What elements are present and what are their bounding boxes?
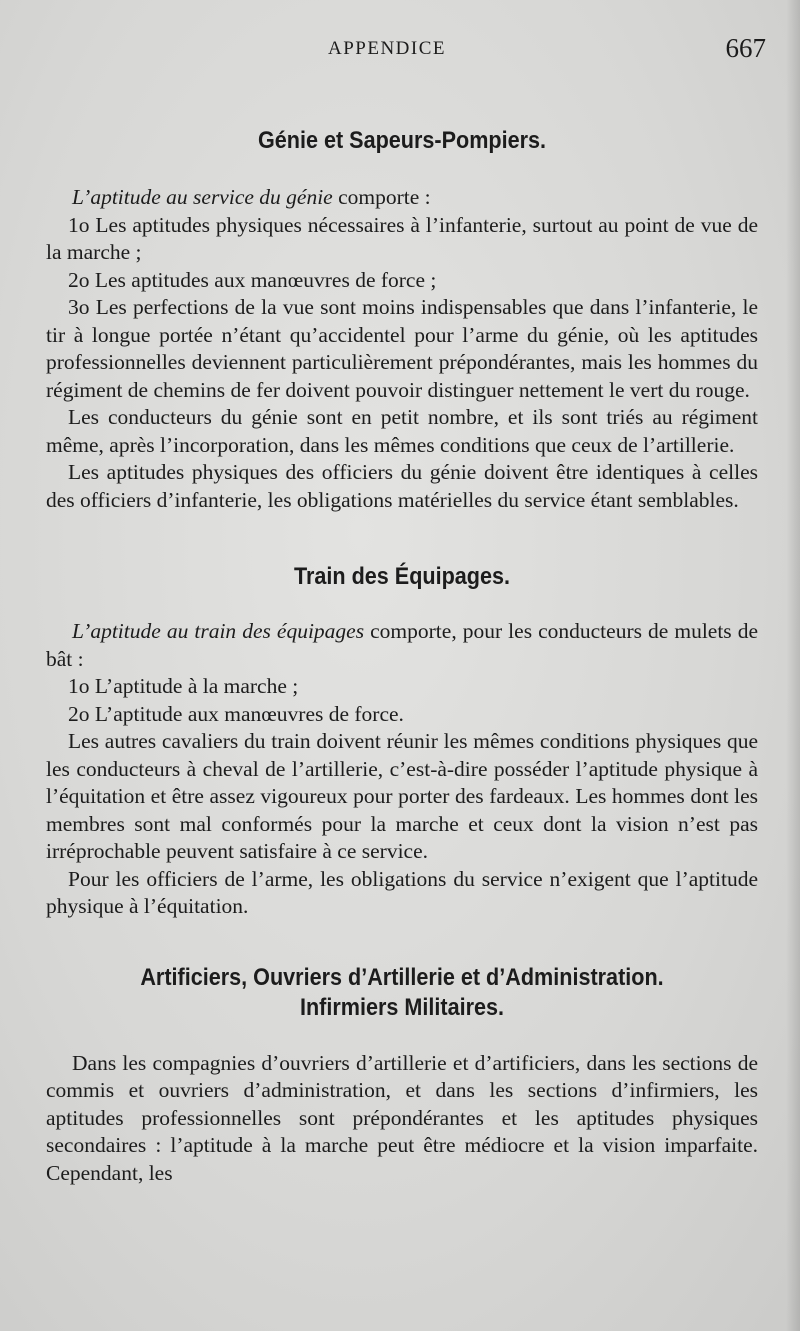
paragraph: Dans les compagnies d’ouvriers d’artillerie et d’artificiers, dans les sections de commis et ouvriers d’administration, et dans les sections d’infirmiers, les aptitudes professionnelles sont prépondérantes et les aptitudes physiques secondaires : l’aptitude à la marche peut être médiocre et la vision imparfaite. Cependant, les [46, 1050, 758, 1185]
paragraph: 1o L’aptitude à la marche ; [68, 674, 299, 698]
paragraph: Les autres cavaliers du train doivent réunir les mêmes conditions physiques que les conducteurs à cheval de l’artillerie, c’est-à-dire posséder l’aptitude physique à l’équitation et être assez vigoureux pour porter des fardeaux. Les hommes dont les membres sont mal conformés pour la marche et ceux dont la vision n’est pas irréprochable peuvent satisfaire à ce service. [46, 729, 758, 863]
section-body-train [46, 618, 758, 921]
paragraph: 1o Les aptitudes physiques nécessaires à l’infanterie, surtout au point de vue de la marche ; [46, 212, 758, 264]
heading-line-1: Artificiers, Ouvriers d’Artillerie et d’Administration. [140, 963, 664, 991]
section-body-genie [46, 184, 758, 514]
paragraph: Pour les officiers de l’arme, les obligations du service n’exigent que l’aptitude physique à l’équitation. [46, 866, 758, 918]
section-intro-paragraph [46, 618, 758, 673]
intro-italic-phrase: L’aptitude au train des équipages [72, 619, 365, 643]
paragraph: 2o L’aptitude aux manœuvres de force. [68, 701, 404, 726]
running-header [46, 0, 766, 86]
paragraph: 2o Les aptitudes aux manœuvres de force ; [68, 267, 437, 292]
intro-rest-text: comporte, pour les conducteurs de mulets de bât : [46, 619, 759, 671]
paragraph: Les conducteurs du génie sont en petit nombre, et ils sont triés au régiment même, après l’incorporation, dans les mêmes conditions que ceux de l’artillerie. [46, 405, 758, 457]
section-intro-paragraph [46, 184, 758, 212]
intro-italic-phrase: L’aptitude au service du génie [72, 185, 333, 209]
section-heading-genie: Génie et Sapeurs-Pompiers. [257, 127, 547, 154]
intro-rest-text: comporte : [332, 185, 431, 209]
section-body-artificiers [46, 1050, 758, 1188]
running-header-title: APPENDICE [328, 38, 447, 59]
heading-line-2: Infirmiers Militaires. [299, 993, 505, 1021]
page-edge-shadow [786, 0, 800, 1331]
section-heading-artificiers [82, 963, 723, 1023]
paragraph: Les aptitudes physiques des officiers du génie doivent être identiques à celles des officiers d’infanterie, les obligations matérielles du service étant semblables. [46, 460, 758, 512]
page-number: 667 [725, 33, 766, 63]
paragraph: 3o Les perfections de la vue sont moins indispensables que dans l’infanterie, le tir à longue portée n’étant qu’accidentel pour l’arme du génie, où les aptitudes professionnelles deviennent particulièrement prépondérantes, mais les hommes du régiment de chemins de fer doivent pouvoir distinguer nettement le vert du rouge. [46, 295, 758, 402]
section-heading-train: Train des Équipages. [293, 563, 511, 590]
